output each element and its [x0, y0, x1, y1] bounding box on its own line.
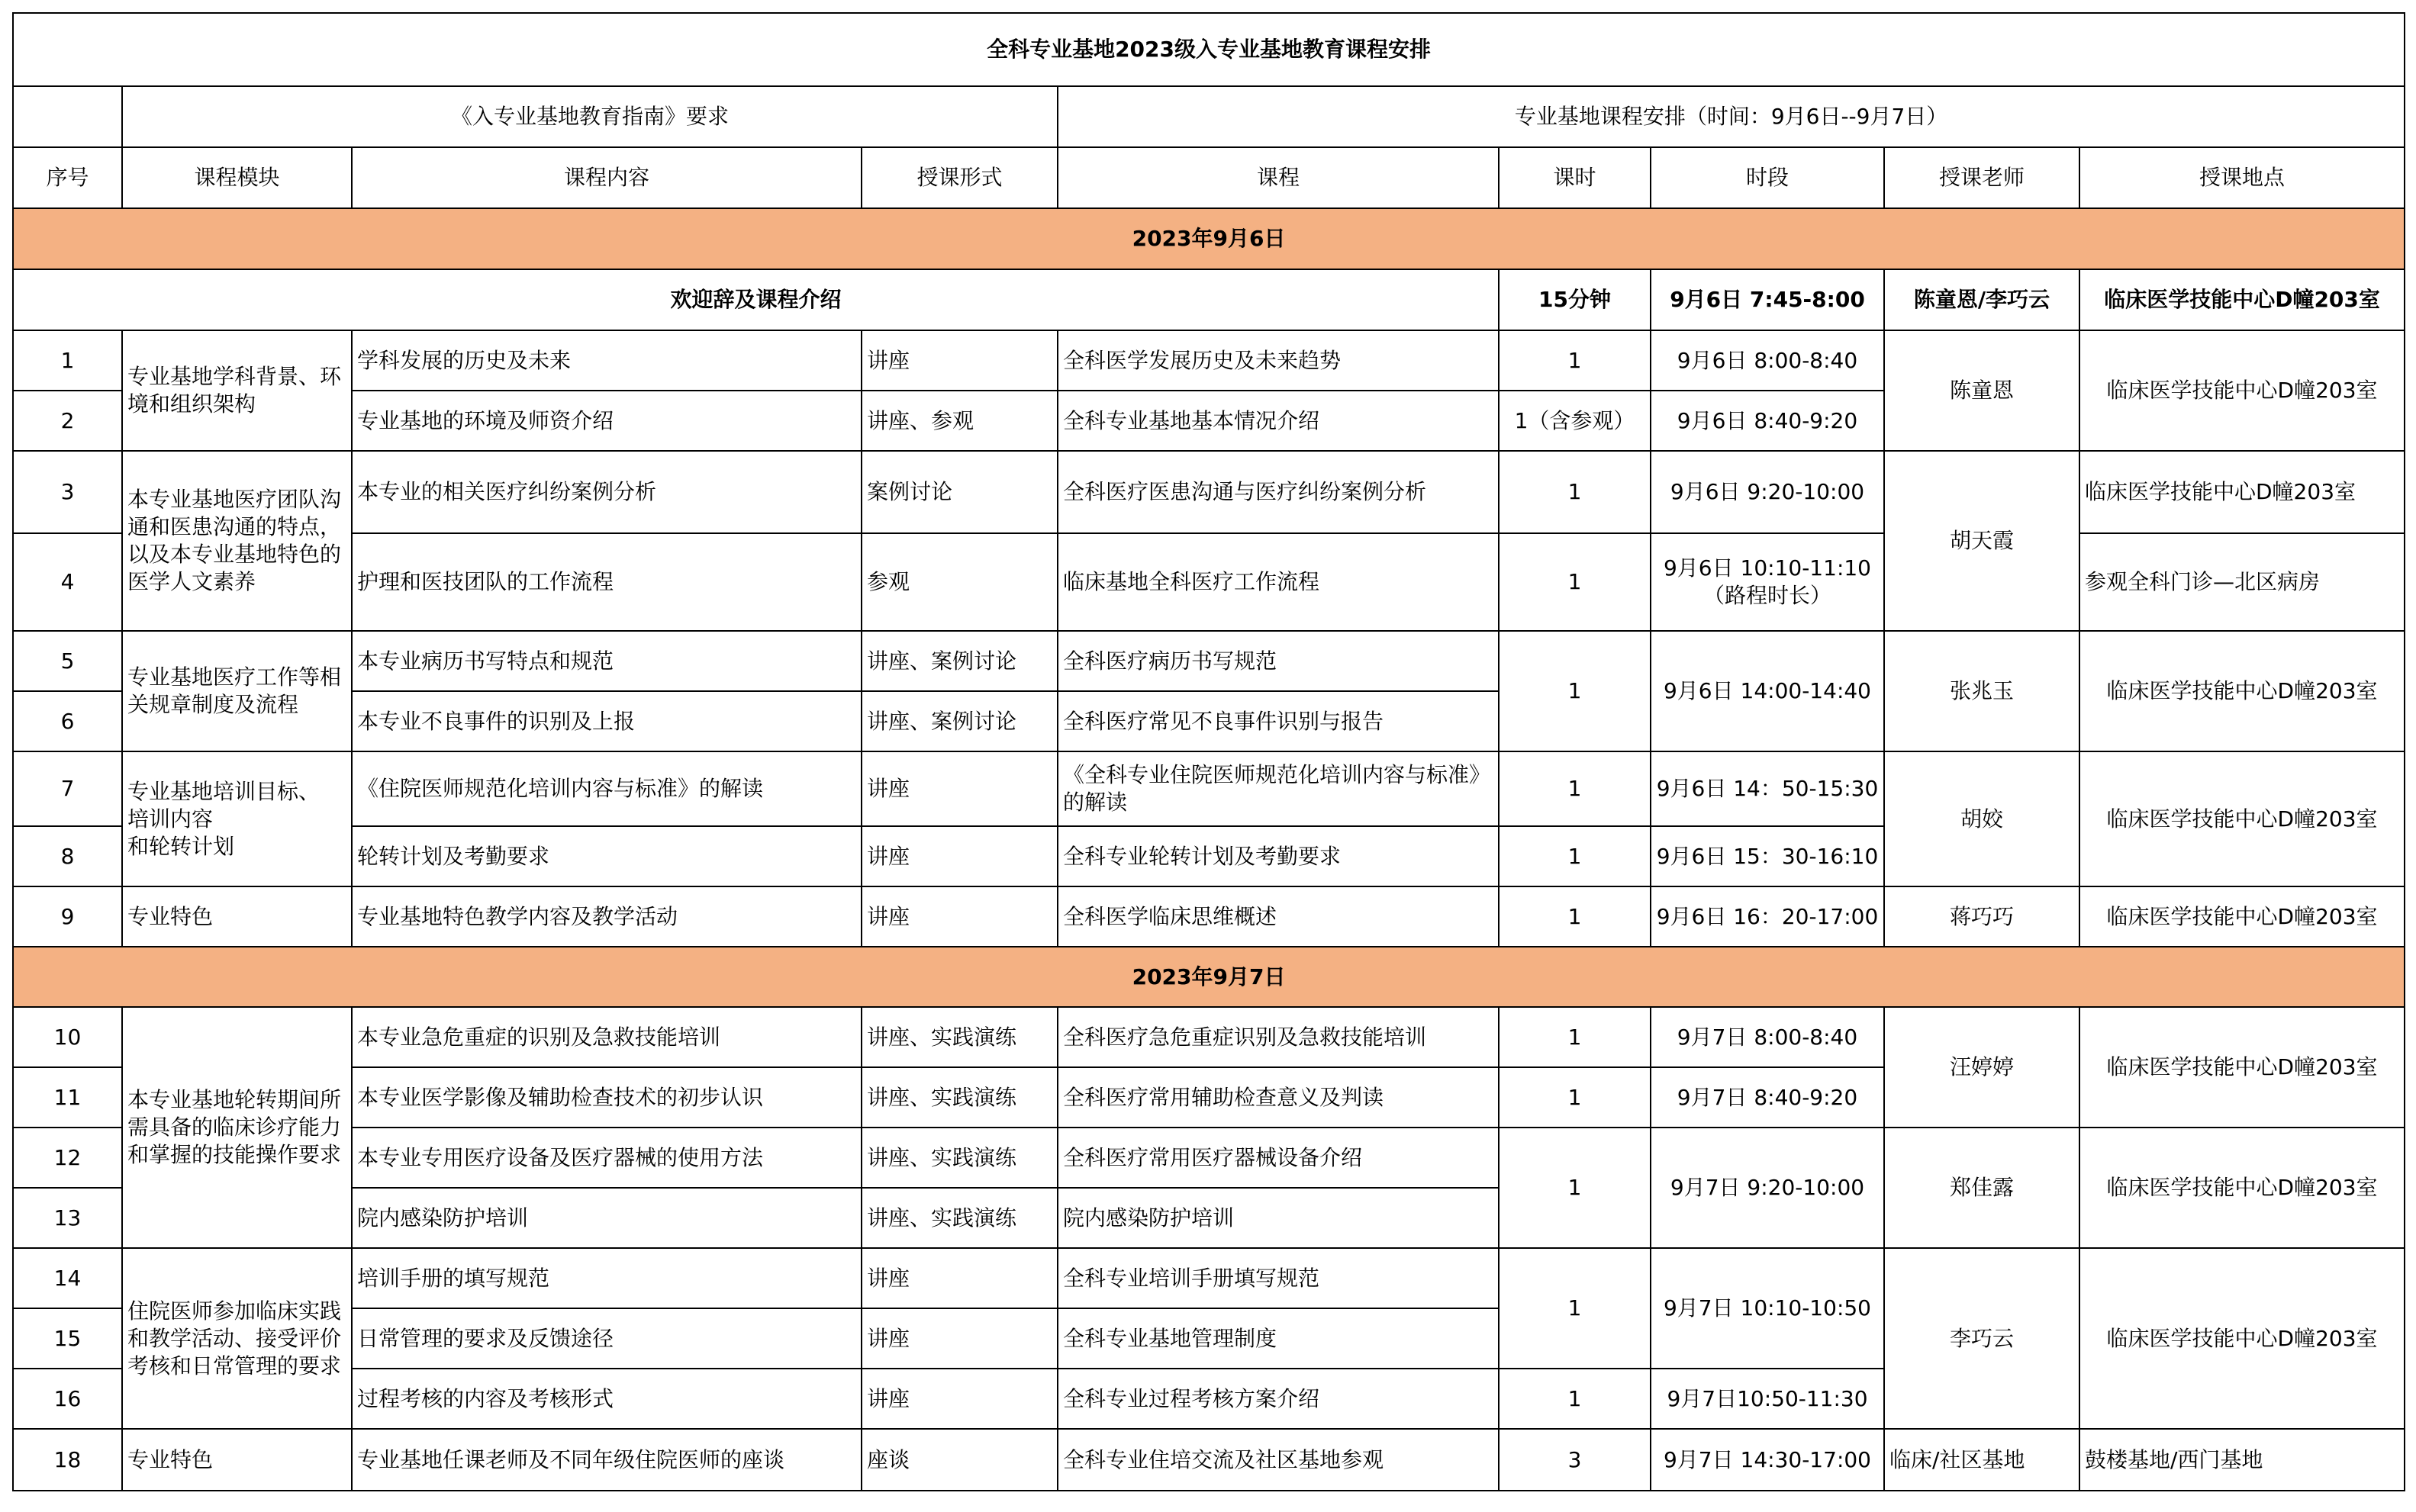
- sheet-title: 全科专业基地2023级入专业基地教育课程安排: [13, 13, 2405, 86]
- row-no: 9: [13, 886, 122, 947]
- location-cell: 临床医学技能中心D幢203室: [2079, 451, 2405, 533]
- teacher-cell: 临床/社区基地: [1884, 1429, 2079, 1491]
- location-cell: 临床医学技能中心D幢203室: [2079, 751, 2405, 886]
- header-module: 课程模块: [122, 147, 352, 208]
- course-cell: 全科专业过程考核方案介绍: [1058, 1369, 1499, 1429]
- row-no: 8: [13, 826, 122, 886]
- welcome-hours: 15分钟: [1499, 269, 1651, 330]
- content-cell: 专业基地特色教学内容及教学活动: [352, 886, 862, 947]
- location-cell: 临床医学技能中心D幢203室: [2079, 1128, 2405, 1248]
- course-cell: 《全科专业住院医师规范化培训内容与标准》的解读: [1058, 751, 1499, 826]
- row-no: 2: [13, 391, 122, 451]
- section-blank-cell: [13, 86, 122, 147]
- hours-cell: 1: [1499, 1067, 1651, 1128]
- welcome-location: 临床医学技能中心D幢203室: [2079, 269, 2405, 330]
- form-cell: 讲座: [862, 751, 1058, 826]
- header-form: 授课形式: [862, 147, 1058, 208]
- location-cell: 参观全科门诊—北区病房: [2079, 533, 2405, 631]
- form-cell: 讲座: [862, 330, 1058, 391]
- header-teacher: 授课老师: [1884, 147, 2079, 208]
- form-cell: 讲座、实践演练: [862, 1007, 1058, 1067]
- time-cell: 9月6日 16：20-17:00: [1651, 886, 1884, 947]
- content-cell: 学科发展的历史及未来: [352, 330, 862, 391]
- course-cell: 全科医疗急危重症识别及急救技能培训: [1058, 1007, 1499, 1067]
- module-cell: 专业特色: [122, 1429, 352, 1491]
- header-course: 课程: [1058, 147, 1499, 208]
- course-cell: 全科医疗病历书写规范: [1058, 631, 1499, 691]
- content-cell: 专业基地的环境及师资介绍: [352, 391, 862, 451]
- teacher-cell: 蒋巧巧: [1884, 886, 2079, 947]
- table-row: [13, 1429, 2405, 1491]
- time-cell: 9月6日 9:20-10:00: [1651, 451, 1884, 533]
- section-guide-requirements: 《入专业基地教育指南》要求: [122, 86, 1058, 147]
- course-cell: 全科医疗常用辅助检查意义及判读: [1058, 1067, 1499, 1128]
- header-content: 课程内容: [352, 147, 862, 208]
- content-cell: 本专业不良事件的识别及上报: [352, 691, 862, 751]
- location-cell: 临床医学技能中心D幢203室: [2079, 886, 2405, 947]
- table-row: [13, 330, 2405, 391]
- module-cell: 本专业基地医疗团队沟通和医患沟通的特点，以及本专业基地特色的医学人文素养: [122, 451, 352, 631]
- header-location: 授课地点: [2079, 147, 2405, 208]
- welcome-row: [13, 269, 2405, 330]
- teacher-cell: 汪婷婷: [1884, 1007, 2079, 1128]
- row-no: 1: [13, 330, 122, 391]
- form-cell: 讲座: [862, 826, 1058, 886]
- row-no: 13: [13, 1188, 122, 1248]
- time-cell: 9月7日 8:40-9:20: [1651, 1067, 1884, 1128]
- table-row: [13, 451, 2405, 533]
- header-hours: 课时: [1499, 147, 1651, 208]
- form-cell: 讲座、案例讨论: [862, 631, 1058, 691]
- table-row: [13, 631, 2405, 691]
- course-cell: 临床基地全科医疗工作流程: [1058, 533, 1499, 631]
- row-no: 10: [13, 1007, 122, 1067]
- time-cell: [1651, 533, 1884, 631]
- time-cell: 9月6日 14:00-14:40: [1651, 631, 1884, 751]
- content-cell: 本专业急危重症的识别及急救技能培训: [352, 1007, 862, 1067]
- hours-cell: 3: [1499, 1429, 1651, 1491]
- date-label: 2023年9月6日: [13, 208, 2405, 269]
- hours-cell: 1: [1499, 451, 1651, 533]
- module-cell: 专业基地学科背景、环境和组织架构: [122, 330, 352, 451]
- form-cell: 案例讨论: [862, 451, 1058, 533]
- header-no: 序号: [13, 147, 122, 208]
- hours-cell: 1: [1499, 1128, 1651, 1248]
- module-line: 和轮转计划: [127, 833, 235, 859]
- form-cell: 讲座、实践演练: [862, 1067, 1058, 1128]
- course-cell: 全科专业住培交流及社区基地参观: [1058, 1429, 1499, 1491]
- content-cell: 本专业医学影像及辅助检查技术的初步认识: [352, 1067, 862, 1128]
- row-no: 14: [13, 1248, 122, 1308]
- table-row: [13, 1248, 2405, 1308]
- row-no: 16: [13, 1369, 122, 1429]
- hours-cell: 1（含参观）: [1499, 391, 1651, 451]
- location-cell: 临床医学技能中心D幢203室: [2079, 1007, 2405, 1128]
- content-cell: 《住院医师规范化培训内容与标准》的解读: [352, 751, 862, 826]
- form-cell: 讲座、案例讨论: [862, 691, 1058, 751]
- date-row-day2: [13, 947, 2405, 1007]
- teacher-cell: 李巧云: [1884, 1248, 2079, 1429]
- row-no: 12: [13, 1128, 122, 1188]
- content-cell: 本专业的相关医疗纠纷案例分析: [352, 451, 862, 533]
- section-row: [13, 86, 2405, 147]
- form-cell: 讲座、实践演练: [862, 1188, 1058, 1248]
- hours-cell: 1: [1499, 1369, 1651, 1429]
- date-row-day1: [13, 208, 2405, 269]
- row-no: 5: [13, 631, 122, 691]
- time-cell: 9月6日 14：50-15:30: [1651, 751, 1884, 826]
- hours-cell: 1: [1499, 1007, 1651, 1067]
- module-line: 专业基地培训目标、: [127, 778, 321, 804]
- table-row: [13, 1128, 2405, 1188]
- time-cell: 9月6日 8:00-8:40: [1651, 330, 1884, 391]
- time-cell: 9月7日 10:10-10:50: [1651, 1248, 1884, 1369]
- hours-cell: 1: [1499, 533, 1651, 631]
- time-cell: 9月6日 8:40-9:20: [1651, 391, 1884, 451]
- row-no: 18: [13, 1429, 122, 1491]
- content-cell: 轮转计划及考勤要求: [352, 826, 862, 886]
- schedule-table: [12, 12, 2405, 1491]
- course-cell: 全科医学发展历史及未来趋势: [1058, 330, 1499, 391]
- table-row: [13, 1007, 2405, 1067]
- row-no: 15: [13, 1308, 122, 1369]
- time-note: （路程时长）: [1702, 583, 1831, 608]
- content-cell: 院内感染防护培训: [352, 1188, 862, 1248]
- column-header-row: [13, 147, 2405, 208]
- row-no: 11: [13, 1067, 122, 1128]
- teacher-cell: 陈童恩: [1884, 330, 2079, 451]
- content-cell: 过程考核的内容及考核形式: [352, 1369, 862, 1429]
- teacher-cell: 胡姣: [1884, 751, 2079, 886]
- form-cell: 讲座、参观: [862, 391, 1058, 451]
- hours-cell: 1: [1499, 631, 1651, 751]
- title-row: [13, 13, 2405, 86]
- table-row: [13, 886, 2405, 947]
- section-course-schedule: 专业基地课程安排（时间：9月6日--9月7日）: [1058, 86, 2405, 147]
- module-cell: [122, 751, 352, 886]
- row-no: 6: [13, 691, 122, 751]
- time-cell: 9月7日 14:30-17:00: [1651, 1429, 1884, 1491]
- form-cell: 座谈: [862, 1429, 1058, 1491]
- course-cell: 全科医学临床思维概述: [1058, 886, 1499, 947]
- teacher-cell: 郑佳露: [1884, 1128, 2079, 1248]
- course-cell: 全科医疗医患沟通与医疗纠纷案例分析: [1058, 451, 1499, 533]
- module-cell: 本专业基地轮转期间所需具备的临床诊疗能力和掌握的技能操作要求: [122, 1007, 352, 1248]
- time-text: 9月6日 10:10-11:10: [1663, 555, 1872, 581]
- welcome-teacher: 陈童恩/李巧云: [1884, 269, 2079, 330]
- location-cell: 临床医学技能中心D幢203室: [2079, 1248, 2405, 1429]
- form-cell: 讲座: [862, 1369, 1058, 1429]
- content-cell: 护理和医技团队的工作流程: [352, 533, 862, 631]
- time-cell: 9月7日 8:00-8:40: [1651, 1007, 1884, 1067]
- teacher-cell: 张兆玉: [1884, 631, 2079, 751]
- time-cell: 9月6日 15：30-16:10: [1651, 826, 1884, 886]
- row-no: 7: [13, 751, 122, 826]
- form-cell: 讲座: [862, 1308, 1058, 1369]
- course-cell: 全科专业基地管理制度: [1058, 1308, 1499, 1369]
- content-cell: 培训手册的填写规范: [352, 1248, 862, 1308]
- form-cell: 讲座、实践演练: [862, 1128, 1058, 1188]
- schedule-sheet: [12, 12, 2405, 1491]
- location-cell: 鼓楼基地/西门基地: [2079, 1429, 2405, 1491]
- time-cell: 9月7日10:50-11:30: [1651, 1369, 1884, 1429]
- form-cell: 讲座: [862, 886, 1058, 947]
- course-cell: 全科专业轮转计划及考勤要求: [1058, 826, 1499, 886]
- module-cell: 住院医师参加临床实践和教学活动、接受评价考核和日常管理的要求: [122, 1248, 352, 1429]
- content-cell: 日常管理的要求及反馈途径: [352, 1308, 862, 1369]
- location-cell: 临床医学技能中心D幢203室: [2079, 631, 2405, 751]
- course-cell: 全科专业培训手册填写规范: [1058, 1248, 1499, 1308]
- course-cell: 全科医疗常用医疗器械设备介绍: [1058, 1128, 1499, 1188]
- form-cell: 讲座: [862, 1248, 1058, 1308]
- location-cell: 临床医学技能中心D幢203室: [2079, 330, 2405, 451]
- hours-cell: 1: [1499, 1248, 1651, 1369]
- hours-cell: 1: [1499, 826, 1651, 886]
- form-cell: 参观: [862, 533, 1058, 631]
- course-cell: 全科专业基地基本情况介绍: [1058, 391, 1499, 451]
- course-cell: 全科医疗常见不良事件识别与报告: [1058, 691, 1499, 751]
- module-cell: 专业基地医疗工作等相关规章制度及流程: [122, 631, 352, 751]
- module-line: 培训内容: [127, 806, 214, 832]
- row-no: 4: [13, 533, 122, 631]
- content-cell: 本专业病历书写特点和规范: [352, 631, 862, 691]
- content-cell: 本专业专用医疗设备及医疗器械的使用方法: [352, 1128, 862, 1188]
- hours-cell: 1: [1499, 330, 1651, 391]
- date-label: 2023年9月7日: [13, 947, 2405, 1007]
- teacher-cell: 胡天霞: [1884, 451, 2079, 631]
- module-cell: 专业特色: [122, 886, 352, 947]
- header-time: 时段: [1651, 147, 1884, 208]
- row-no: 3: [13, 451, 122, 533]
- welcome-time: 9月6日 7:45-8:00: [1651, 269, 1884, 330]
- course-cell: 院内感染防护培训: [1058, 1188, 1499, 1248]
- table-row: [13, 751, 2405, 826]
- hours-cell: 1: [1499, 886, 1651, 947]
- content-cell: 专业基地任课老师及不同年级住院医师的座谈: [352, 1429, 862, 1491]
- hours-cell: 1: [1499, 751, 1651, 826]
- time-cell: 9月7日 9:20-10:00: [1651, 1128, 1884, 1248]
- welcome-title: 欢迎辞及课程介绍: [13, 269, 1499, 330]
